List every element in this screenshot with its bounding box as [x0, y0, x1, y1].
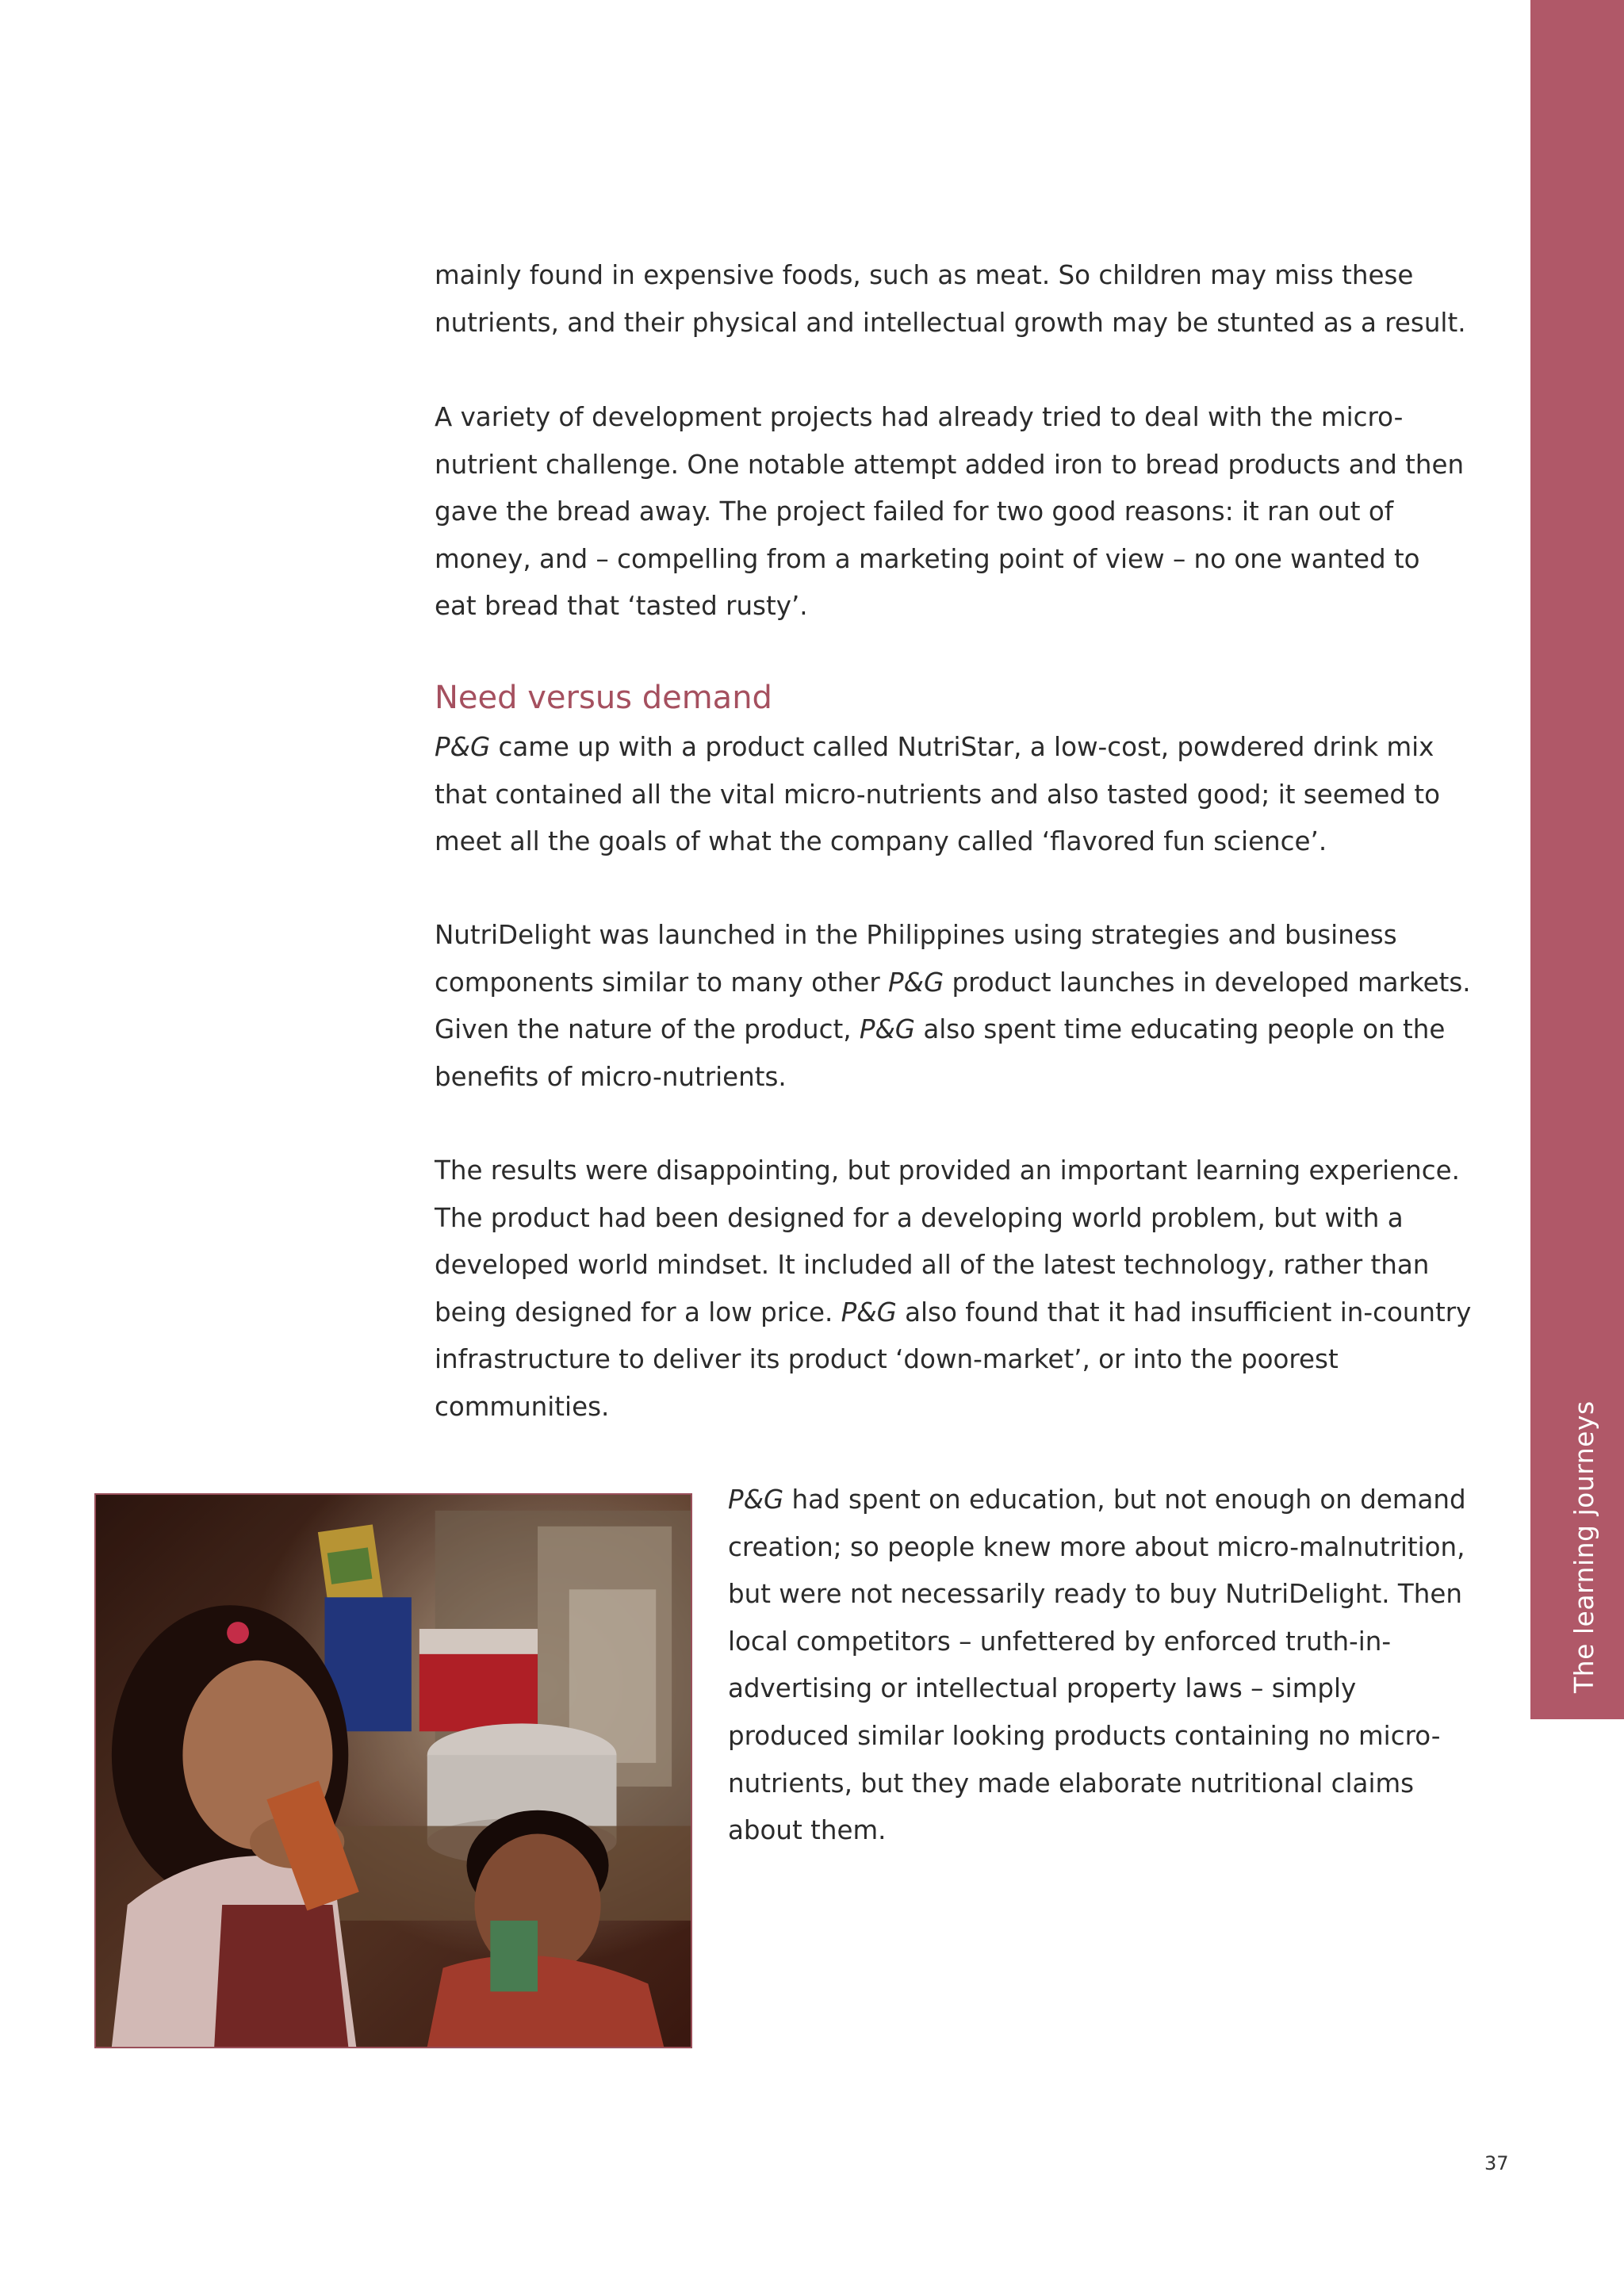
- text-line: money, and – compelling from a marketing point of view – no one wanted to: [435, 543, 1420, 574]
- paragraph-development-projects: [435, 394, 1481, 630]
- text-fragment: also spent time educating people on the: [915, 1014, 1446, 1045]
- page-number: 37: [1484, 2152, 1509, 2174]
- text-fragment: had spent on education, but not enough on demand: [783, 1485, 1466, 1515]
- text-line: [435, 1006, 1481, 1054]
- text-fragment: also found that it had insufficient in-country: [896, 1297, 1472, 1327]
- text-line: but were not necessarily ready to buy NutriDelight. Then: [728, 1579, 1462, 1610]
- text-line: [435, 1289, 1481, 1337]
- text-line: nutrient challenge. One notable attempt added iron to bread products and then: [435, 449, 1465, 480]
- text-line: eat bread that ‘tasted rusty’.: [435, 591, 808, 622]
- text-line: gave the bread away. The project failed for two good reasons: it ran out of: [435, 496, 1394, 527]
- text-line: [435, 724, 1481, 772]
- text-line: The product had been designed for a developing world problem, but with a: [435, 1202, 1404, 1233]
- paragraph-nutridelight-launch: [435, 912, 1481, 1101]
- company-name: P&G: [859, 1014, 915, 1045]
- text-line: advertising or intellectual property laws – simply: [728, 1673, 1357, 1704]
- text-line: The results were disappointing, but provided an important learning experience.: [435, 1155, 1460, 1186]
- text-line: meet all the goals of what the company called ‘flavored fun science’.: [435, 826, 1327, 857]
- text-fragment: came up with a product called NutriStar, a low-cost, powdered drink mix: [490, 732, 1434, 762]
- text-line: [728, 1477, 1481, 1524]
- paragraph-nutristar: [435, 724, 1481, 866]
- text-fragment: being designed for a low price.: [435, 1297, 841, 1327]
- company-name: P&G: [841, 1297, 897, 1327]
- text-line: about them.: [728, 1815, 887, 1846]
- text-fragment: components similar to many other: [435, 967, 889, 998]
- text-line: creation; so people knew more about micro-malnutrition,: [728, 1531, 1465, 1562]
- children-drinking-photo: [94, 1493, 692, 2048]
- paragraph-results: [435, 1147, 1481, 1431]
- text-line: benefits of micro-nutrients.: [435, 1061, 787, 1092]
- text-line: nutrients, and their physical and intellectual growth may be stunted as a result.: [435, 307, 1466, 338]
- text-line: mainly found in expensive foods, such as meat. So children may miss these: [435, 260, 1414, 290]
- company-name: P&G: [728, 1485, 784, 1515]
- text-line: developed world mindset. It included all of the latest technology, rather than: [435, 1250, 1430, 1281]
- text-line: that contained all the vital micro-nutrients and also tasted good; it seemed to: [435, 779, 1440, 810]
- text-line: infrastructure to deliver its product ‘down-market’, or into the poorest: [435, 1344, 1339, 1375]
- paragraph-nutrient-sources: [435, 252, 1481, 347]
- section-heading: Need versus demand: [435, 680, 772, 716]
- text-line: local competitors – unfettered by enforced truth-in-: [728, 1626, 1392, 1657]
- text-line: nutrients, but they made elaborate nutritional claims: [728, 1768, 1415, 1799]
- section-side-tab-label: The learning journeys: [1568, 1400, 1599, 1693]
- paragraph-demand-creation: [728, 1477, 1481, 1855]
- text-line: produced similar looking products containing no micro-: [728, 1720, 1441, 1751]
- text-line: [435, 960, 1481, 1007]
- text-fragment: Given the nature of the product,: [435, 1014, 860, 1045]
- text-line: NutriDelight was launched in the Philippines using strategies and business: [435, 920, 1397, 950]
- text-fragment: product launches in developed markets.: [944, 967, 1471, 998]
- company-name: P&G: [888, 967, 944, 998]
- photo-illustration: [96, 1495, 691, 2047]
- text-line: communities.: [435, 1391, 610, 1422]
- text-line: A variety of development projects had already tried to deal with the micro-: [435, 402, 1404, 432]
- company-name: P&G: [435, 732, 491, 762]
